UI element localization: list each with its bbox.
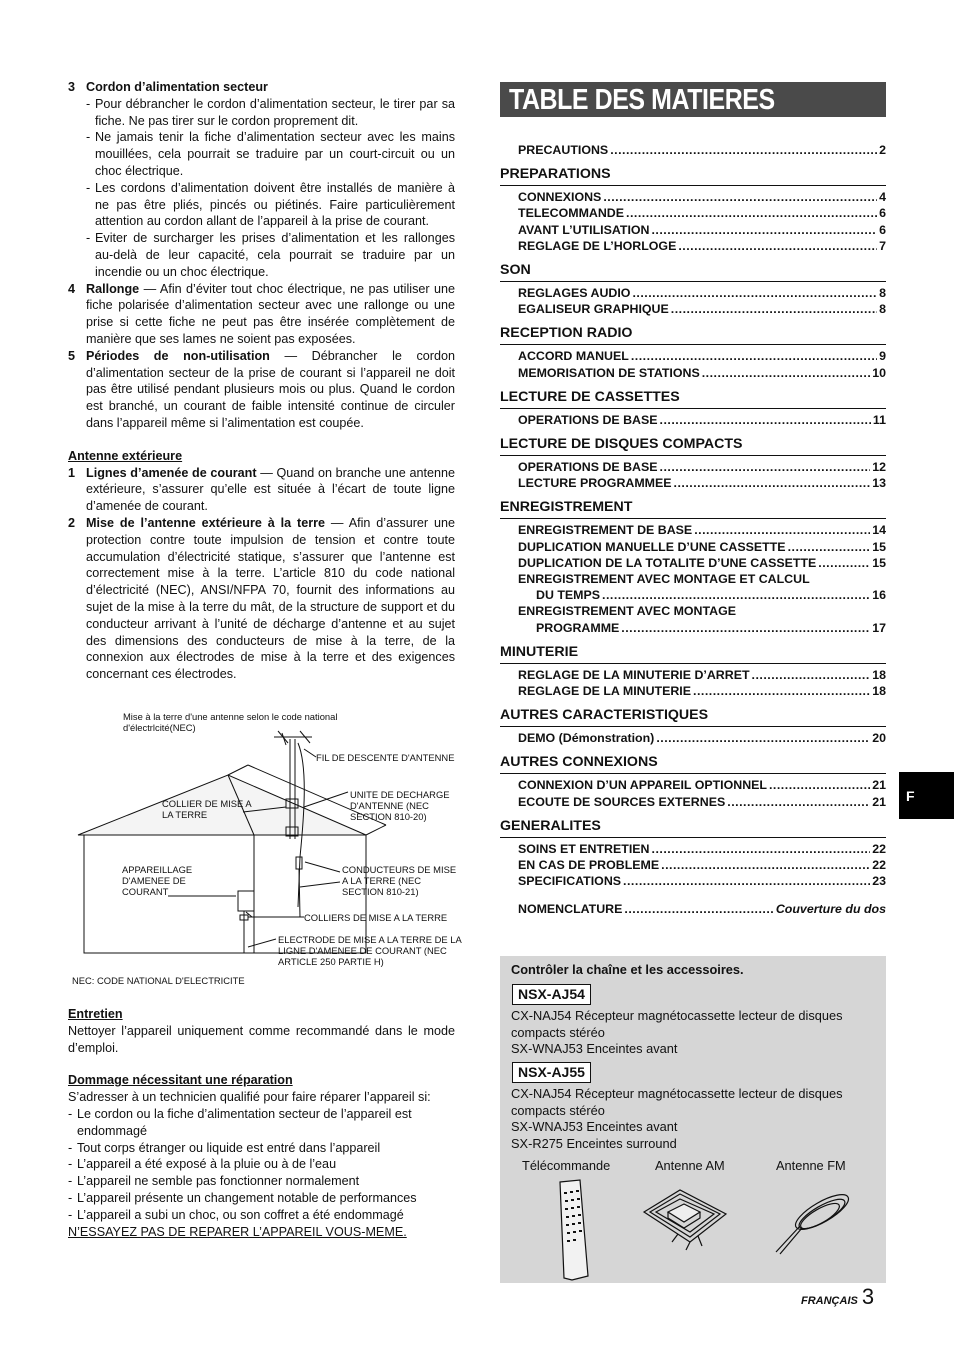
page-footer — [801, 1284, 874, 1310]
item-number: 3 — [68, 80, 76, 94]
accessories-box — [500, 956, 886, 1283]
toc-entry[interactable]: SOINS ET ENTRETIEN ..... 22 — [518, 841, 886, 857]
entretien-text: Nettoyer l’appareil uniquement comme recommandé dans le mode d’emploi. — [68, 1023, 455, 1055]
list-item: - L’appareil a été exposé à la pluie ou à de l’eau — [68, 1157, 337, 1172]
toc-section-heading: AUTRES CONNEXIONS — [500, 754, 886, 774]
dommage-title: Dommage nécessitant une réparation — [68, 1073, 293, 1088]
toc-entry[interactable]: DUPLICATION MANUELLE D’UNE CASSETTE ..... 15 — [518, 539, 886, 555]
toc-group — [500, 285, 886, 317]
toc-entry[interactable]: LECTURE PROGRAMMEE ..... 13 — [518, 475, 886, 491]
toc-entry[interactable]: REGLAGE DE LA MINUTERIE ..... 18 — [518, 683, 886, 699]
list-item: - Tout corps étranger ou liquide est entré dans l’appareil — [68, 1140, 381, 1155]
toc-entry[interactable]: ENREGISTREMENT AVEC MONTAGE — [518, 604, 736, 619]
model2-contents: CX-NAJ54 Récepteur magnétocassette lecteur de disques compacts stéréo SX-WNAJ53 Enceintes avant SX-R275 Enceintes surround — [511, 1086, 843, 1151]
label-telecommande: Télécommande — [522, 1158, 611, 1173]
toc-entry[interactable]: REGLAGE DE LA MINUTERIE D’ARRET ..... 18 — [518, 667, 886, 683]
toc-entry[interactable]: REGLAGE DE L’HORLOGE ..... 7 — [518, 238, 886, 254]
toc-entry[interactable]: PRECAUTIONS ..... 2 — [518, 142, 886, 158]
list-item: - Le cordon ou la fiche d’alimentation secteur de l’appareil est endommagé — [68, 1106, 412, 1138]
toc-section-heading: LECTURE DE CASSETTES — [500, 389, 886, 409]
toc-entry[interactable]: AVANT L’UTILISATION ..... 6 — [518, 222, 886, 238]
dommage-intro: S’adresser à un technicien qualifié pour faire réparer l’appareil si: — [68, 1090, 431, 1105]
accessories-heading: Contrôler la chaîne et les accessoires. — [511, 962, 744, 977]
antenna-item-1: 1 Lignes d’amenée de courant — Quand on branche une antenne extérieure, s’assurer qu’elle est située à l’écart de toute ligne d’amenée de courant. — [68, 465, 455, 514]
diagram-label-conducteurs: CONDUCTEURS DE MISE A LA TERRE (NEC SECTION 810-21) — [342, 864, 457, 897]
item-5: 5 Périodes de non-utilisation — Débrancher le cordon d’alimentation secteur de la prise de courant si l’appareil ne doit pas être utilisé pendant plusieurs mois ou plus. Quand le cordon est branché, un courant de faible intensité continue de circuler dans l’appareil même si l’alimentation est coupée. — [68, 348, 455, 430]
model-badge-aj55: NSX-AJ55 — [512, 1062, 591, 1083]
toc-entry[interactable]: DUPLICATION DE LA TOTALITE D’UNE CASSETTE ..... 15 — [518, 555, 886, 571]
toc-section-heading: PREPARATIONS — [500, 166, 886, 186]
label-antenne-am: Antenne AM — [655, 1158, 725, 1173]
diagram-top-note: Mise à la terre d'une antenne selon le code national d'électrlcité(NEC) — [123, 711, 338, 733]
toc-entry[interactable]: DEMO (Démonstration) ..... 20 — [518, 730, 886, 746]
remote-control-icon — [552, 1178, 592, 1282]
bullet: - Pour débrancher le cordon d’alimentation secteur, le tirer par sa fiche. Ne pas tirer sur le cordon proprement dit. — [86, 96, 455, 128]
toc-entry[interactable]: TELECOMMANDE ..... 6 — [518, 205, 886, 221]
toc-group — [500, 777, 886, 809]
toc-entry[interactable]: MEMORISATION DE STATIONS ..... 10 — [518, 365, 886, 381]
list-item: - L’appareil a subi un choc, ou son coffret a été endommagé — [68, 1207, 404, 1222]
toc-section-heading: LECTURE DE DISQUES COMPACTS — [500, 436, 886, 456]
toc-entry[interactable]: ENREGISTREMENT AVEC MONTAGE ET CALCUL — [518, 572, 810, 587]
diagram-label-fil: FIL DE DESCENTE D'ANTENNE — [316, 752, 455, 763]
toc-group — [500, 841, 886, 890]
toc-entry[interactable]: ECOUTE DE SOURCES EXTERNES ..... 21 — [518, 794, 886, 810]
antenna-grounding-diagram — [68, 707, 463, 992]
toc-entry[interactable]: EGALISEUR GRAPHIQUE ..... 8 — [518, 301, 886, 317]
bullet: - Ne jamais tenir la fiche d’alimentation secteur avec les mains mouillées, cela pourrait se traduire par un court-circuit ou un choc électrique. — [86, 130, 455, 178]
footer-language: FRANÇAIS — [801, 1295, 858, 1307]
left-bottom — [68, 1006, 455, 1240]
language-tab: F — [899, 772, 954, 819]
toc-group — [500, 667, 886, 699]
item-4: 4 Rallonge — Afin d’éviter tout choc électrique, ne pas utiliser une fiche polarisée d’alimentation secteur avec une rallonge ou une prise si cette fiche ne peut pas être insérée complètement de manière que ses lames ne soient pas exposées. — [68, 281, 455, 346]
diagram-label-colliers: COLLIERS DE MISE A LA TERRE — [304, 912, 448, 923]
toc-entry[interactable]: OPERATIONS DE BASE ..... 12 — [518, 459, 886, 475]
toc-group — [500, 522, 886, 635]
toc-section-heading: ENREGISTREMENT — [500, 499, 886, 519]
toc-entry[interactable]: CONNEXION D’UN APPAREIL OPTIONNEL ..... 21 — [518, 777, 886, 793]
antenna-title: Antenne extérieure — [68, 448, 183, 463]
entretien-title: Entretien — [68, 1007, 123, 1021]
diagram-label-appareillage: APPAREILLAGE D'AMENEE DE COURANT — [122, 864, 193, 897]
toc-group — [500, 348, 886, 380]
toc-nomenclature — [500, 901, 886, 917]
toc-entry[interactable]: OPERATIONS DE BASE ..... 11 — [518, 412, 886, 428]
toc-entry[interactable]: SPECIFICATIONS ..... 23 — [518, 873, 886, 889]
toc-entry[interactable]: ACCORD MANUEL ..... 9 — [518, 348, 886, 364]
toc-entry[interactable]: PROGRAMME ..... 17 — [518, 620, 886, 636]
page-number: 3 — [861, 1284, 875, 1309]
list-item: - L’appareil ne semble pas fonctionner normalement — [68, 1174, 360, 1189]
toc-section-heading: GENERALITES — [500, 818, 886, 838]
toc-section-heading: RECEPTION RADIO — [500, 325, 886, 345]
toc-entry[interactable]: NOMENCLATURE ..... Couverture du dos — [518, 901, 886, 917]
table-of-contents — [500, 82, 886, 918]
label-antenne-fm: Antenne FM — [776, 1158, 846, 1173]
diagram-label-electrode: ELECTRODE DE MISE A LA TERRE DE LA LIGNE D'AMENEE DE COURANT (NEC ARTICLE 250 PARTIE H) — [278, 934, 462, 967]
antenna-item-2: 2 Mise de l’antenne extérieure à la terre — Afin d’assurer une protection contre toute impulsion de tension et contre toute accumulation d’électricité statique, s’assurer que l’antenne est correctement mise à la terre. L’article 810 du code national d’électricité (NEC), ANSI/NFPA 70, fournit des informations au sujet de la mise à la terre du mât, de la structure de support et du conducteur arrivant à l’unité de décharge d’antenne et au sujet des dimensions des conducteurs de mise à la terre, de la connexion aux électrodes de mise à la terre et des exigences concernant ces électrodes. — [68, 515, 455, 682]
diagram-label-unite: UNITE DE DECHARGE D'ANTENNE (NEC SECTION 810-20) — [350, 789, 450, 822]
item-3 — [68, 79, 455, 96]
toc-title: TABLE DES MATIERES — [500, 82, 886, 117]
item-title: Cordon d’alimentation secteur — [86, 80, 268, 94]
bullet: - Les cordons d’alimentation doivent être installés de manière à ne pas être pliés, pincés ou piétinés. Faire particulièrement attention au cordon allant de l’appareil à la prise de courant. — [86, 180, 455, 229]
toc-group — [500, 459, 886, 491]
list-item: - L’appareil présente un changement notable de performances — [68, 1190, 417, 1205]
toc-section-heading: AUTRES CARACTERISTIQUES — [500, 707, 886, 727]
left-column — [68, 79, 455, 683]
repair-warning: N’ESSAYEZ PAS DE REPARER L’APPAREIL VOUS-MEME. — [68, 1224, 407, 1239]
toc-entry[interactable]: CONNEXIONS ..... 4 — [518, 189, 886, 205]
model-badge-aj54: NSX-AJ54 — [512, 984, 591, 1005]
toc-section-heading: MINUTERIE — [500, 644, 886, 664]
toc-section-heading: SON — [500, 262, 886, 282]
toc-entry[interactable]: EN CAS DE PROBLEME ..... 22 — [518, 857, 886, 873]
toc-entries — [500, 142, 886, 918]
am-antenna-icon — [638, 1184, 732, 1254]
toc-precautions — [500, 142, 886, 158]
toc-entry[interactable]: ENREGISTREMENT DE BASE ..... 14 — [518, 522, 886, 538]
toc-entry[interactable]: REGLAGES AUDIO ..... 8 — [518, 285, 886, 301]
fm-antenna-icon — [766, 1182, 862, 1258]
model1-contents: CX-NAJ54 Récepteur magnétocassette lecteur de disques compacts stéréo SX-WNAJ53 Enceintes avant — [511, 1008, 843, 1056]
toc-group — [500, 412, 886, 428]
toc-entry[interactable]: DU TEMPS ..... 16 — [518, 587, 886, 603]
diagram-label-nec: NEC: CODE NATIONAL D'ELECTRICITE — [72, 975, 245, 986]
toc-group — [500, 189, 886, 254]
toc-group — [500, 730, 886, 746]
bullet: - Eviter de surcharger les prises d’alimentation et les rallonges au-delà de leur capacité, cela pourrait se traduire par un incendie ou un choc électrique. — [86, 231, 455, 279]
diagram-label-collier: COLLIER DE MISE A LA TERRE — [162, 798, 252, 820]
